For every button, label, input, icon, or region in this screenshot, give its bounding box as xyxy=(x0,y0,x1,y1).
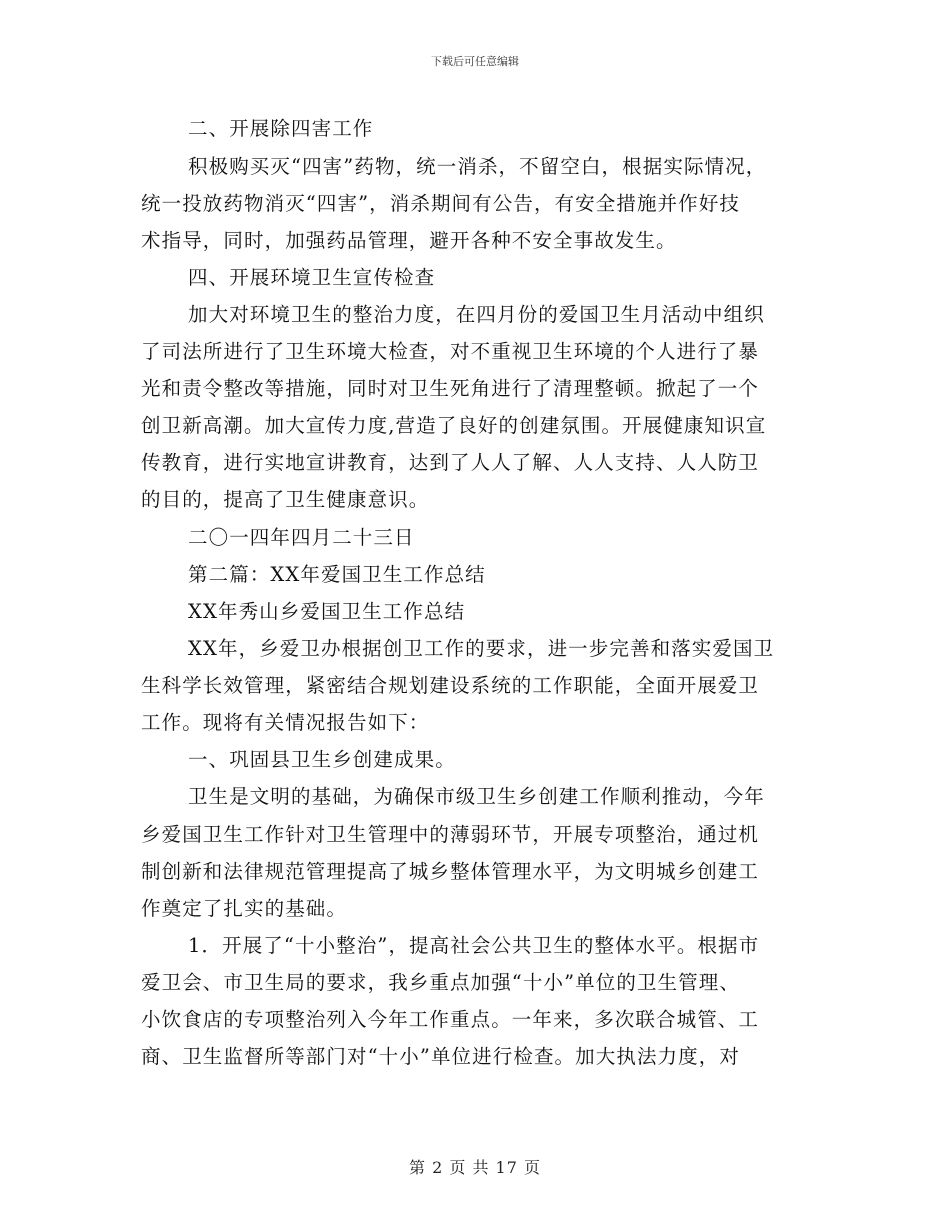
document-title: XX年秀山乡爱国卫生工作总结 xyxy=(188,600,466,623)
body-line: 卫生是文明的基础，为确保市级卫生乡创建工作顺利推动，今年 xyxy=(188,785,765,808)
body-line: 1．开展了“十小整治”，提高社会公共卫生的整体水平。根据市 xyxy=(188,934,760,957)
section-heading: 一、巩固县卫生乡创建成果。 xyxy=(188,748,456,771)
body-line: 作奠定了扎实的基础。 xyxy=(141,897,348,920)
body-line: 积极购买灭“四害”药物，统一消杀，不留空白，根据实际情况， xyxy=(188,155,767,178)
body-line: XX年，乡爱卫办根据创卫工作的要求，进一步完善和落实爱国卫 xyxy=(188,637,775,660)
body-line: 传教育，进行实地宣讲教育，达到了人人了解、人人支持、人人防卫 xyxy=(141,451,760,474)
page-header: 下载后可任意编辑 xyxy=(431,55,519,68)
body-line: 光和责令整改等措施，同时对卫生死角进行了清理整顿。掀起了一个 xyxy=(141,377,760,400)
body-line: 加大对环境卫生的整治力度，在四月份的爱国卫生月活动中组织 xyxy=(188,303,765,326)
chapter-title: 第二篇：XX年爱国卫生工作总结 xyxy=(188,563,486,586)
body-line: 的目的，提高了卫生健康意识。 xyxy=(141,488,430,511)
section-heading: 二、开展除四害工作 xyxy=(188,117,374,140)
body-line: 生科学长效管理，紧密结合规划建设系统的工作职能，全面开展爱卫 xyxy=(141,674,760,697)
body-line: 了司法所进行了卫生环境大检查，对不重视卫生环境的个人进行了暴 xyxy=(141,340,760,363)
section-heading: 四、开展环境卫生宣传检查 xyxy=(188,266,436,289)
body-line: 工作。现将有关情况报告如下： xyxy=(141,711,430,734)
body-line: 小饮食店的专项整治列入今年工作重点。一年来，多次联合城管、工 xyxy=(141,1008,760,1031)
body-line: 商、卫生监督所等部门对“十小”单位进行检查。加大执法力度，对 xyxy=(141,1045,740,1068)
body-line: 统一投放药物消灭“四害”，消杀期间有公告，有安全措施并作好技 xyxy=(141,192,740,215)
body-line: 制创新和法律规范管理提高了城乡整体管理水平，为文明城乡创建工 xyxy=(141,860,760,883)
body-line: 爱卫会、市卫生局的要求，我乡重点加强“十小”单位的卫生管理、 xyxy=(141,971,740,994)
body-line: 术指导，同时，加强药品管理，避开各种不安全事故发生。 xyxy=(141,229,677,252)
date-line: 二〇一四年四月二十三日 xyxy=(188,526,415,549)
body-line: 乡爱国卫生工作针对卫生管理中的薄弱环节，开展专项整治，通过机 xyxy=(141,823,760,846)
page-number: 第 2 页 共 17 页 xyxy=(409,1158,541,1177)
body-line: 创卫新高潮。加大宣传力度,营造了良好的创建氛围。开展健康知识宣 xyxy=(141,414,767,437)
